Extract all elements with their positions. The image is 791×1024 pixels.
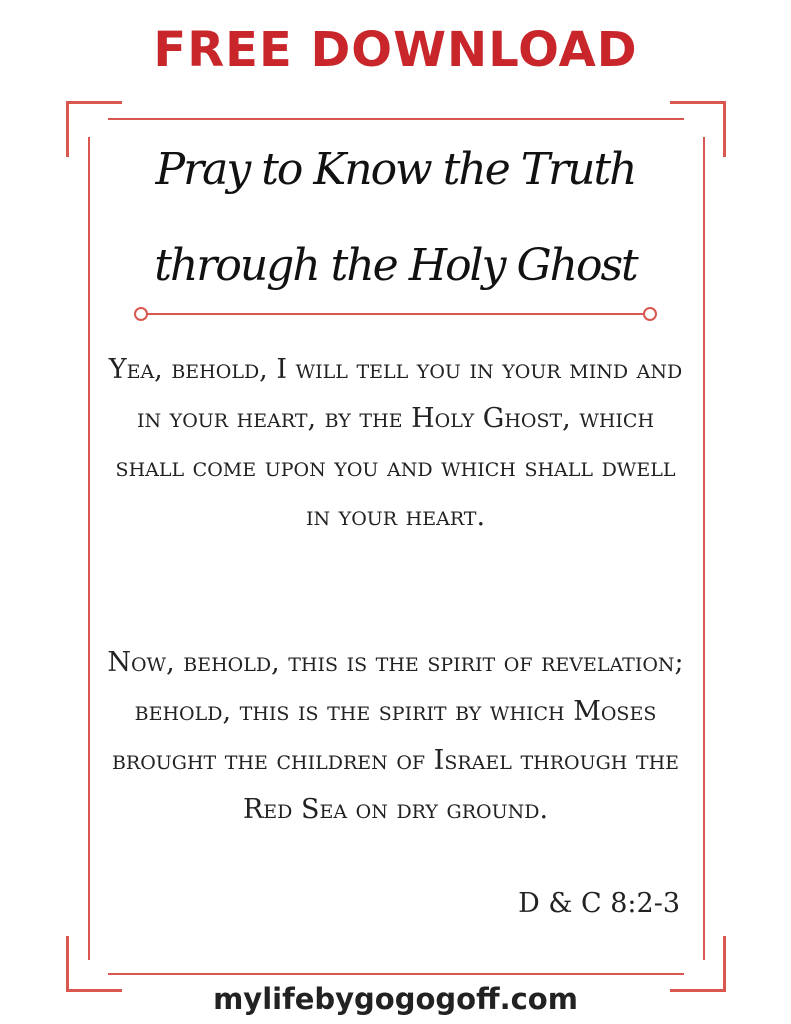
frame-bottom-line	[108, 973, 684, 975]
divider-left-dot	[135, 308, 147, 320]
free-download-heading: FREE DOWNLOAD	[153, 22, 638, 78]
title-line-1: Pray to Know the Truth	[155, 144, 636, 195]
website-url: mylifebygogogoff.com	[213, 982, 578, 1016]
corner-tl-vertical	[66, 101, 69, 157]
corner-tr-vertical	[723, 101, 726, 157]
scripture-passage-1: Yea, behold, I will tell you in your mind and in your heart, by the Holy Ghost, which shall come upon you and which shall dwell in your heart.	[108, 354, 683, 532]
title-line-2: through the Holy Ghost	[154, 240, 637, 291]
corner-tr-horizontal	[670, 101, 726, 104]
divider-right-dot	[644, 308, 656, 320]
frame-left-line	[88, 137, 90, 960]
frame-right-line	[703, 137, 705, 960]
corner-tl-horizontal	[66, 101, 122, 104]
title-divider	[130, 304, 661, 324]
scripture-reference: D & C 8:2-3	[518, 888, 680, 919]
scripture-passage-2: Now, behold, this is the spirit of revelation; behold, this is the spirit by which Moses brought the children of Israel through the Red Sea on dry ground.	[107, 647, 684, 825]
